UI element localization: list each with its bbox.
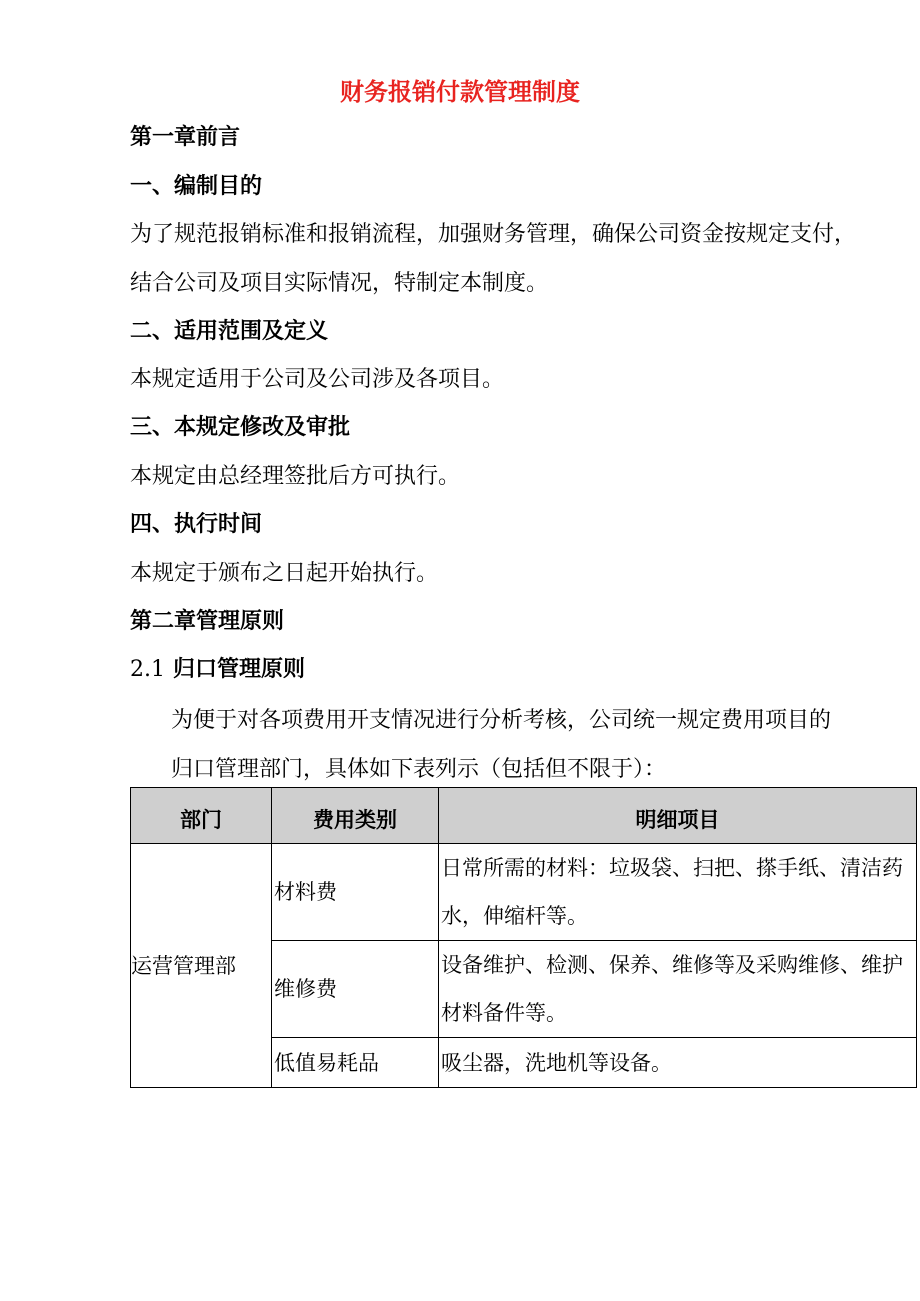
- expense-table: [130, 787, 917, 1088]
- chapter-2-heading: 第二章管理原则: [130, 609, 285, 634]
- section-number: 2.1: [130, 657, 165, 682]
- category-cell: 材料费: [272, 844, 439, 941]
- section-title: 归口管理原则: [173, 657, 306, 682]
- header-detail: 明细项目: [439, 788, 917, 844]
- table-row: [131, 844, 917, 941]
- section-scope-heading: 二、适用范围及定义: [130, 319, 329, 344]
- section-approval-line-1: 本规定由总经理签批后方可执行。: [130, 464, 461, 489]
- department-cell: 运营管理部: [131, 844, 272, 1088]
- detail-cell: 吸尘器，洗地机等设备。: [439, 1038, 917, 1088]
- table-header-row: [131, 788, 917, 844]
- section-purpose-heading: 一、编制目的: [130, 174, 263, 199]
- category-cell: 低值易耗品: [272, 1038, 439, 1088]
- section-2-1-heading: [130, 655, 305, 685]
- detail-cell: 设备维护、检测、保养、维修等及采购维修、维护材料备件等。: [439, 941, 917, 1038]
- header-category: 费用类别: [272, 788, 439, 844]
- section-2-1-line-1: 为便于对各项费用开支情况进行分析考核，公司统一规定费用项目的: [171, 708, 832, 733]
- chapter-1-heading: 第一章前言: [130, 125, 241, 150]
- category-cell: 维修费: [272, 941, 439, 1038]
- detail-cell: 日常所需的材料：垃圾袋、扫把、搽手纸、清洁药水，伸缩杆等。: [439, 844, 917, 941]
- section-approval-heading: 三、本规定修改及审批: [130, 415, 351, 440]
- document-title: 财务报销付款管理制度: [340, 78, 580, 106]
- section-effective-line-1: 本规定于颁布之日起开始执行。: [130, 561, 439, 586]
- section-2-1-line-2: 归口管理部门，具体如下表列示（包括但不限于）：: [171, 757, 667, 782]
- header-department: 部门: [131, 788, 272, 844]
- section-purpose-line-1: 为了规范报销标准和报销流程，加强财务管理，确保公司资金按规定支付，: [130, 222, 857, 247]
- section-purpose-line-2: 结合公司及项目实际情况，特制定本制度。: [130, 271, 549, 296]
- section-effective-heading: 四、执行时间: [130, 512, 263, 537]
- section-scope-line-1: 本规定适用于公司及公司涉及各项目。: [130, 367, 505, 392]
